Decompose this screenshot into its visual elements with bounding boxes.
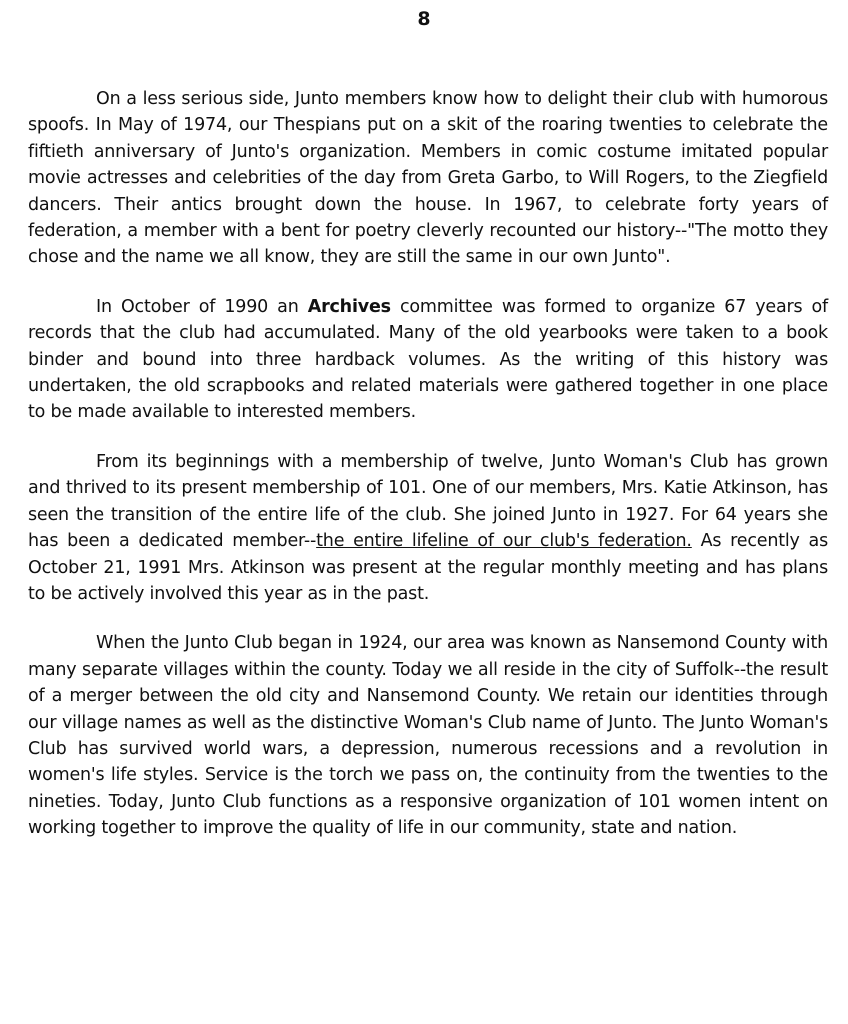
page-number: 8 — [417, 8, 431, 30]
underlined-text: the entire lifeline of our club's federation. — [316, 531, 692, 552]
paragraph-humorous-spoofs: On a less serious side, Junto members know how to delight their club with humorous spoofs. In May of 1974, our Thespians put on a skit of the roaring twenties to celebrate the fiftieth anniversary of Junto's organization. Members in comic costume imitated popular movie actresses and celebrities of the day from Greta Garbo, to Will Rogers, to the Ziegfield dancers. Their antics brought down the house. In 1967, to celebrate forty years of federation, a member with a bent for poetry cleverly recounted our history--"The motto they chose and the name we all know, they are still the same in our own Junto". — [28, 89, 828, 268]
archives-bold-text: Archives — [307, 296, 391, 317]
paragraph-club-history: When the Junto Club began in 1924, our area was known as Nansemond County with many separate villages within the county. Today we all reside in the city of Suffolk--the result of a merger between the old city and Nansemond County. We retain our identities through our village names as well as the distinctive Woman's Club name of Junto. The Junto Woman's Club has survived world wars, a depression, numerous recessions and a revolution in women's life styles. Service is the torch we pass on, the continuity from the twenties to the nineties. Today, Junto Club functions as a responsive organization of 101 women intent on working together to improve the quality of life in our community, state and nation. — [28, 633, 828, 839]
paragraph-membership — [28, 449, 828, 607]
document-body — [28, 86, 828, 842]
paragraph-text: committee was formed to organize 67 years of records that the club had accumulated. Many of the old yearbooks were taken to a book binder and bound into three hardback volumes. As the writing of this history was undertaken, the old scrapbooks and related materials were gathered together in one place to be made available to interested members. — [28, 296, 828, 423]
paragraph-archives-committee — [28, 294, 828, 426]
paragraph-text: As recently as October 21, 1991 Mrs. Atkinson was present at the regular monthly meeting and has plans to be actively involved this year as in the past. — [28, 531, 828, 604]
paragraph-text: From its beginnings with a membership of twelve, Junto Woman's Club has grown and thrived to its present membership of 101. One of our members, Mrs. Katie Atkinson, has seen the transition of the entire life of the club. She joined Junto in 1927. For 64 years she has been a dedicated member-- — [28, 451, 828, 552]
paragraph-text: In October of 1990 an — [96, 296, 308, 317]
